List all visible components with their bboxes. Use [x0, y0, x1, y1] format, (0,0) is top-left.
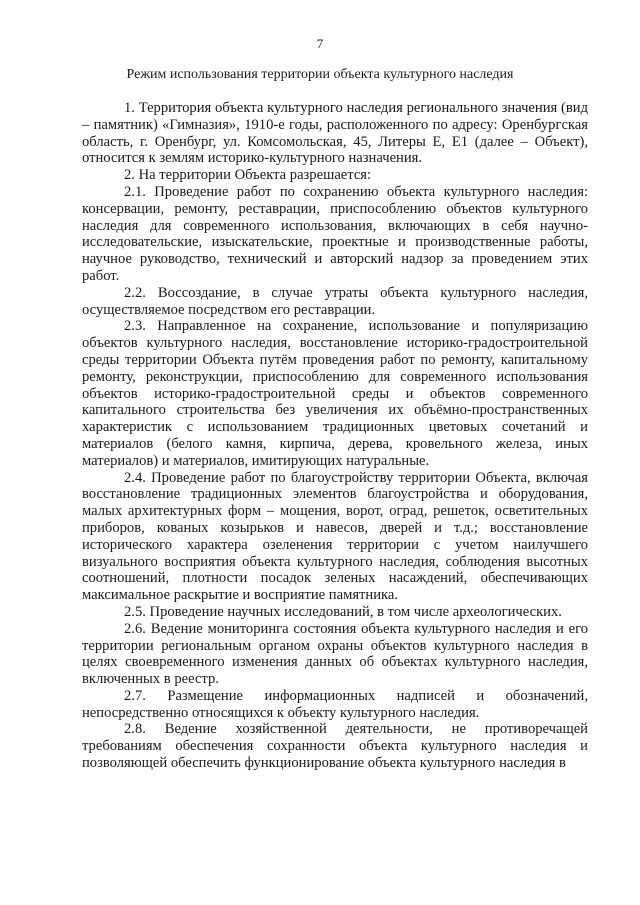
section-title: Режим использования территории объекта культурного наследия — [126, 67, 514, 82]
paragraph-2-5: 2.5. Проведение научных исследований, в том числе археологических. — [124, 603, 562, 620]
paragraph-2-3: 2.3. Направленное на сохранение, использование и популяризацию объектов культурного наследия, восстановление историко-градостроительной среды территории Объекта путём проведения работ по ремонту, капитальному ремонту, реконструкции, приспособлению для современного использования объектов историко-градостроительной среды и объектов современного капитального строительства без увеличения их объёмно-пространственных характеристик с использованием традиционных цветовых сочетаний и материалов (белого камня, кирпича, дерева, кровельного железа, иных материалов) и материалов, имитирующих натуральные. — [82, 318, 588, 469]
page-number: 7 — [316, 36, 324, 51]
paragraph-2-6: 2.6. Ведение мониторинга состояния объекта культурного наследия и его территории региональным органом охраны объектов культурного наследия в целях своевременного изменения данных об объектах культурного наследия, включенных в реестр. — [82, 620, 588, 688]
paragraph-2-7: 2.7. Размещение информационных надписей и обозначений, непосредственно относящихся к объекту культурного наследия. — [82, 687, 588, 721]
document-body — [82, 100, 588, 772]
paragraph-2-4: 2.4. Проведение работ по благоустройству территории Объекта, включая восстановление традиционных элементов благоустройства и оборудования, малых архитектурных форм – мощения, ворот, оград, решеток, осветительных приборов, кованых козырьков и навесов, дверей и т.д.; восстановление исторического характера озеленения территории с учетом наилучшего визуального восприятия объекта культурного наследия, соблюдения высотных соотношений, плотности посадок зеленых насаждений, обеспечивающих максимальное раскрытие и восприятие памятника. — [82, 469, 588, 604]
paragraph-2-8: 2.8. Ведение хозяйственной деятельности, не противоречащей требованиям обеспечения сохранности объекта культурного наследия и позволяющей обеспечить функционирование объекта культурного наследия в — [82, 721, 588, 772]
paragraph-2-2: 2.2. Воссоздание, в случае утраты объекта культурного наследия, осуществляемое посредством его реставрации. — [82, 284, 588, 318]
paragraph-2: 2. На территории Объекта разрешается: — [124, 167, 372, 184]
paragraph-1: 1. Территория объекта культурного наследия регионального значения (вид – памятник) «Гимназия», 1910-е годы, расположенного по адресу: Оренбургская область, г. Оренбург, ул. Комсомольская, 45, Литеры Е, Е1 (далее – Объект), относится к землям историко-культурного назначения. — [82, 100, 588, 167]
paragraph-2-1: 2.1. Проведение работ по сохранению объекта культурного наследия: консервации, ремонту, реставрации, приспособлению объектов культурного наследия для современного использования, включающих в себя научно-исследовательские, изыскательские, проектные и производственные работы, научное руководство, технический и авторский надзор за проведением этих работ. — [82, 183, 588, 284]
